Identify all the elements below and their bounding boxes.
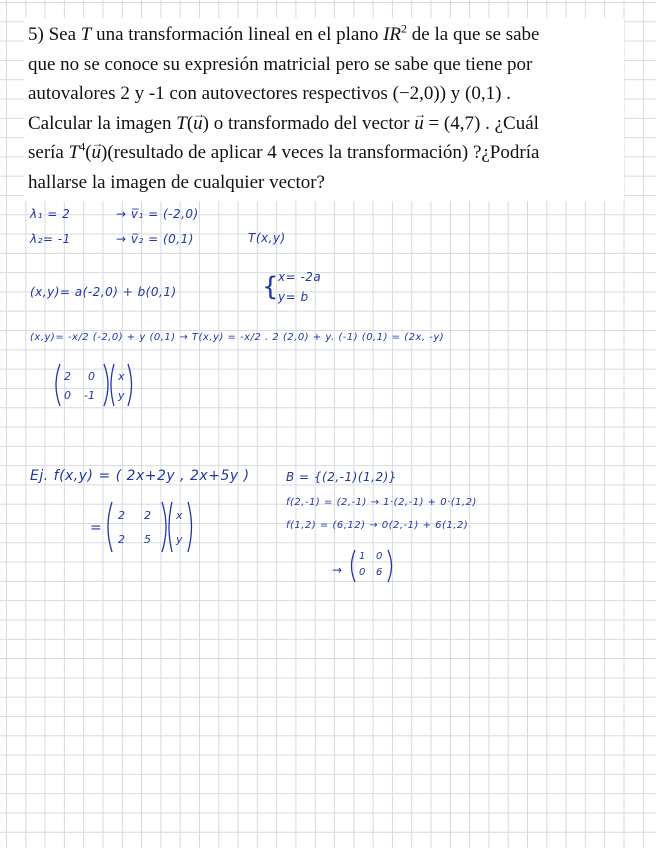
text: una transformación lineal en el plano xyxy=(91,24,384,45)
note-eigenvector-1: → v̅₁ = (-2,0) xyxy=(116,207,199,221)
problem-statement xyxy=(24,18,624,201)
superscript: 2 xyxy=(401,21,408,36)
text: autovalores 2 y -1 con autovectores respectivos (−2,0)) y (0,1) . xyxy=(28,83,511,104)
note-basis-image-1: f(2,-1) = (2,-1) → 1·(2,-1) + 0·(1,2) xyxy=(286,497,477,508)
math-IR: IR xyxy=(383,24,402,45)
note-basis-image-2: f(1,2) = (6,12) → 0(2,-1) + 6(1,2) xyxy=(286,520,469,531)
note-eigenvalue-1: λ₁ = 2 xyxy=(30,207,71,221)
text: Calcular la imagen xyxy=(28,112,177,134)
vector-cell: y xyxy=(118,389,125,402)
text: ( xyxy=(85,142,92,163)
note-eigenvalue-2: λ₂= -1 xyxy=(30,232,71,246)
brace: { xyxy=(262,272,280,302)
matrix-brackets xyxy=(348,548,396,584)
superscript: 4 xyxy=(79,139,86,154)
text: o transformado del vector xyxy=(208,112,415,134)
matrix-cell: 0 xyxy=(64,389,71,402)
note-basis: B = {(2,-1)(1,2)} xyxy=(286,470,397,484)
problem-line-3 xyxy=(28,79,620,109)
problem-line-6 xyxy=(28,168,620,198)
text: que no se conoce su expresión matricial pero se sabe que tiene por xyxy=(28,53,533,75)
matrix-diagonal xyxy=(52,362,136,408)
text: ) xyxy=(202,112,209,134)
matrix-cell: 0 xyxy=(88,370,95,383)
text: ( xyxy=(186,112,194,134)
text: de la que se sabe xyxy=(407,24,540,45)
math-T: T xyxy=(80,24,92,45)
matrix-cell: 0 xyxy=(376,551,383,562)
matrix-cell: 2 xyxy=(118,533,125,546)
matrix-cell: 0 xyxy=(359,567,366,578)
problem-line-1 xyxy=(28,20,620,50)
equals-sign: = xyxy=(90,520,103,536)
matrix-cell: 5 xyxy=(144,533,151,546)
problem-line-5 xyxy=(28,138,620,168)
note-eigenvector-2: → v̅₂ = (0,1) xyxy=(116,232,194,246)
problem-line-2 xyxy=(28,50,620,80)
note-system-row-2: y= b xyxy=(278,290,309,304)
vector-cell: x xyxy=(118,370,125,383)
text: 5) Sea xyxy=(28,24,81,45)
text: hallarse la imagen de cualquier vector? xyxy=(28,171,325,193)
note-transformation: (x,y)= -x/2 (-2,0) + y (0,1) → T(x,y) = -x/2 . 2 (2,0) + y. (-1) (0,1) = (2x, -y) xyxy=(30,332,445,343)
vector-u: → u xyxy=(414,113,424,134)
vector-u: → u xyxy=(92,142,102,163)
note-T-xy: T(x,y) xyxy=(248,231,286,245)
math-T: T xyxy=(68,142,80,163)
note-system-row-1: x= -2a xyxy=(278,270,322,284)
matrix-cell: 2 xyxy=(64,370,71,383)
note-linear-combination: (x,y)= a(-2,0) + b(0,1) xyxy=(30,285,177,299)
vector-cell: x xyxy=(176,509,183,522)
matrix-cell: 1 xyxy=(359,551,366,562)
matrix-cell: -1 xyxy=(84,389,95,402)
matrix-cell: 6 xyxy=(376,567,383,578)
text: )(resultado de aplicar 4 veces la transformación) ?¿Podría xyxy=(101,142,540,163)
text: = (4,7) . ¿Cuál xyxy=(423,112,539,134)
matrix-cell: 2 xyxy=(118,509,125,522)
note-example: Ej. f(x,y) = ( 2x+2y , 2x+5y ) xyxy=(30,468,250,484)
problem-line-4 xyxy=(28,109,620,139)
arrow: → xyxy=(332,563,343,577)
matrix-cell: 2 xyxy=(144,509,151,522)
math-T: T xyxy=(176,112,187,134)
text: sería xyxy=(28,142,69,163)
matrix-basis xyxy=(348,548,396,584)
matrix-example xyxy=(104,500,196,554)
vector-u: → u xyxy=(193,113,203,134)
vector-cell: y xyxy=(176,533,183,546)
